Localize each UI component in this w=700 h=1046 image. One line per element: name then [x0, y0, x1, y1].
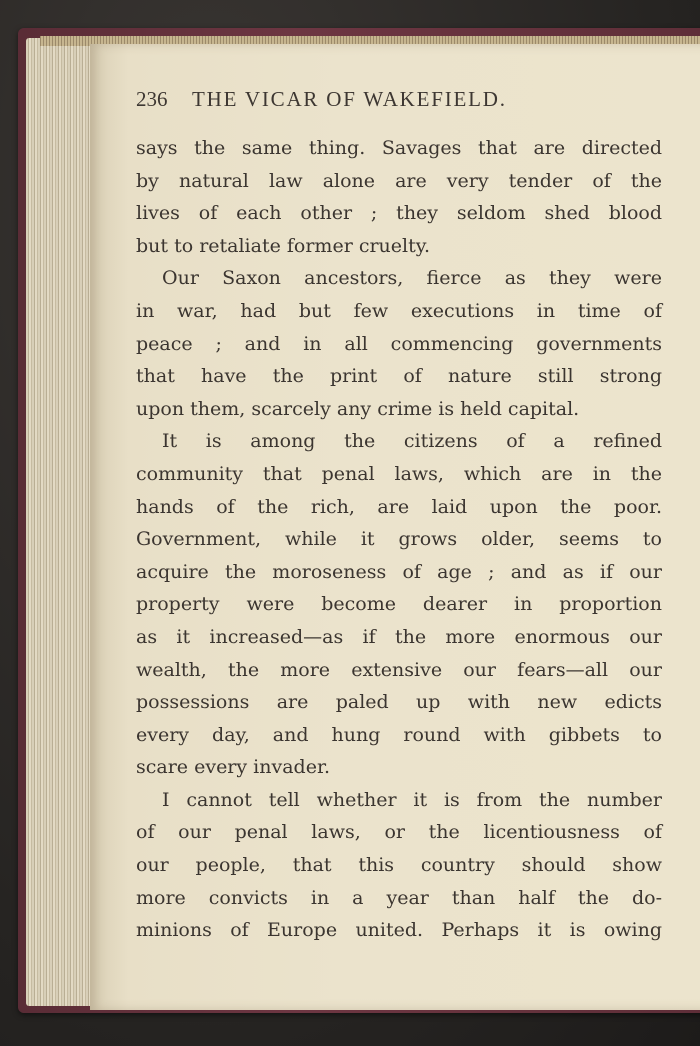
- text-line: lives of each other ; they seldom shed blood: [136, 202, 662, 225]
- text-line: peace ; and in all commencing governments: [136, 332, 662, 355]
- text-line: Our Saxon ancestors, fierce as they were: [162, 267, 662, 290]
- text-line: of our penal laws, or the licentiousness of: [136, 821, 662, 844]
- text-line: upon them, scarcely any crime is held capital.: [136, 397, 580, 420]
- text-line: in war, had but few executions in time of: [136, 299, 662, 322]
- text-line: scare every invader.: [136, 756, 330, 779]
- text-line: our people, that this country should show: [136, 854, 662, 877]
- text-line: as it increased—as if the more enormous our: [136, 625, 662, 648]
- text-line: that have the print of nature still strong: [136, 365, 662, 388]
- text-line: but to retaliate former cruelty.: [136, 234, 430, 257]
- text-line: every day, and hung round with gibbets to: [136, 723, 662, 746]
- body-text: [136, 132, 662, 947]
- text-line: It is among the citizens of a refined: [162, 430, 662, 453]
- text-line: Government, while it grows older, seems to: [136, 528, 662, 551]
- text-line: I cannot tell whether it is from the number: [162, 788, 662, 811]
- text-line: community that penal laws, which are in the: [136, 462, 662, 485]
- text-line: minions of Europe united. Perhaps it is owing: [136, 919, 662, 942]
- running-header: [136, 86, 507, 112]
- text-line: by natural law alone are very tender of the: [136, 169, 662, 192]
- page-number: 236: [136, 87, 168, 111]
- text-line: acquire the moroseness of age ; and as if our: [136, 560, 662, 583]
- text-line: hands of the rich, are laid upon the poor.: [136, 495, 662, 518]
- text-line: possessions are paled up with new edicts: [136, 691, 662, 714]
- text-line: property were become dearer in proportion: [136, 593, 662, 616]
- running-title: THE VICAR OF WAKEFIELD.: [192, 87, 507, 111]
- text-line: more convicts in a year than half the do-: [136, 886, 662, 909]
- text-line: says the same thing. Savages that are directed: [136, 137, 662, 159]
- text-line: wealth, the more extensive our fears—all our: [136, 658, 662, 681]
